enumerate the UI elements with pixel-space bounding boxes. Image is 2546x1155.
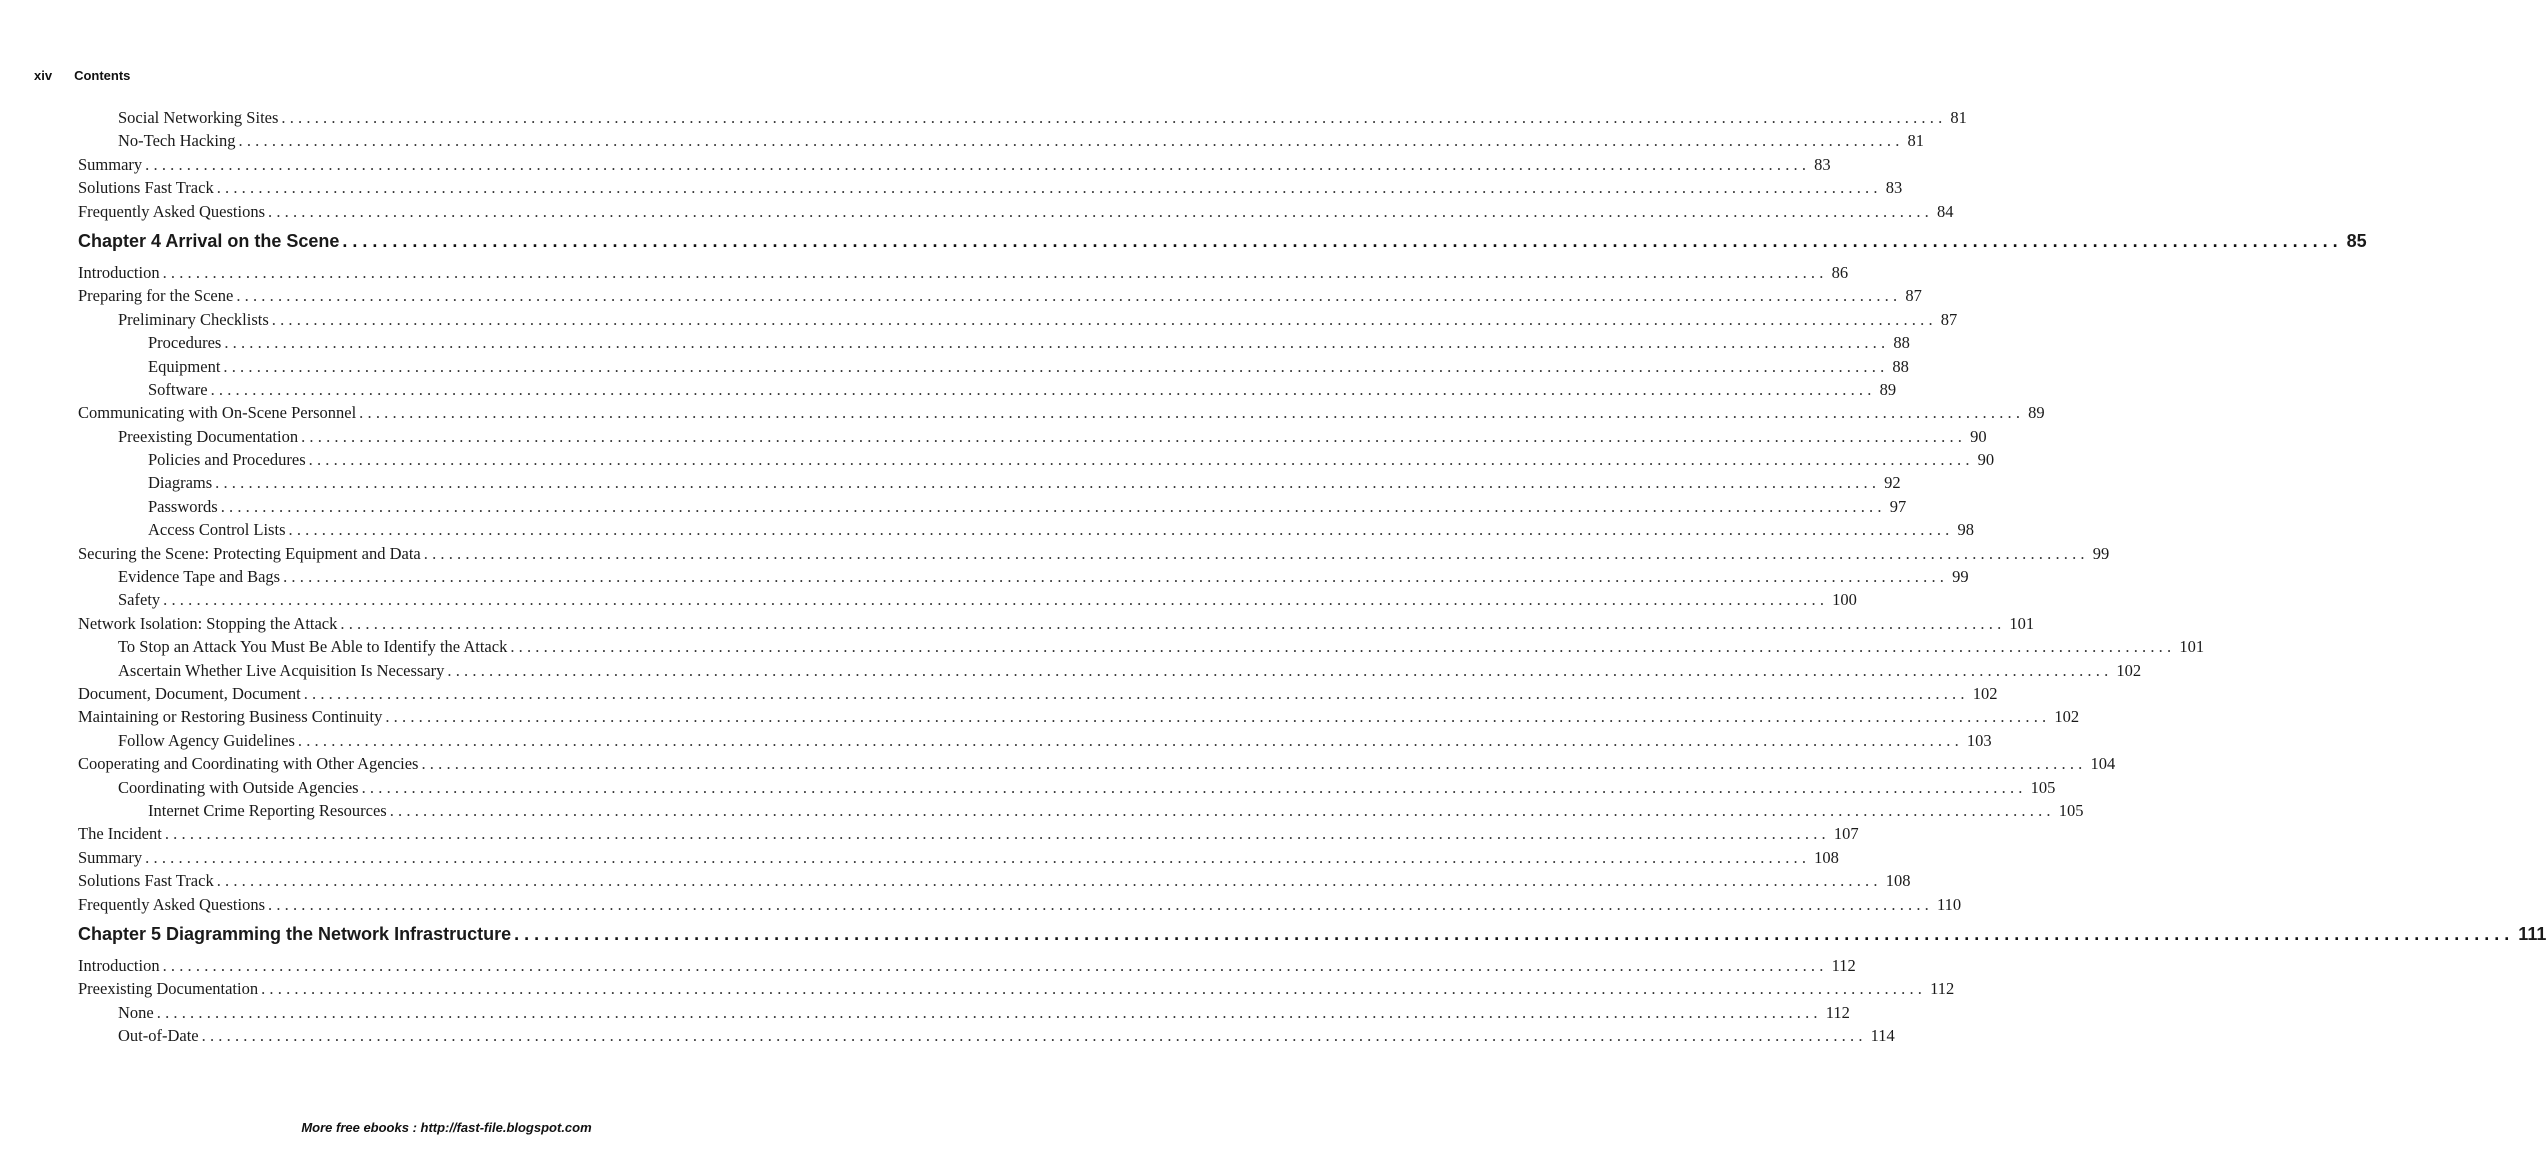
toc-entry: [78, 284, 1922, 307]
toc-entry-page: 105: [2030, 777, 2056, 797]
page-number: xiv: [34, 68, 53, 83]
toc-entry-page: 112: [1825, 1002, 1850, 1022]
toc-entry-title: Access Control Lists: [148, 520, 286, 540]
dot-leader: ........................................................................................................................................................................................................: [216, 871, 1882, 891]
toc-entry: [78, 200, 1954, 223]
toc-entry-page: 100: [1832, 590, 1857, 610]
toc-entry: [78, 776, 2056, 799]
toc-entry-page: 81: [1907, 131, 1925, 151]
dot-leader: ........................................................................................................................................................................................................: [301, 426, 1967, 446]
toc-entry-page: 107: [1833, 824, 1859, 844]
dot-leader: ........................................................................................................................................................................................................: [261, 979, 1927, 999]
toc-entry-title: Safety: [118, 590, 161, 610]
toc-entry: [78, 682, 1998, 705]
toc-entry: [78, 448, 1995, 471]
toc-entry-page: 99: [2092, 543, 2110, 563]
dot-leader: ........................................................................................................................................................................................................: [145, 847, 1811, 867]
dot-leader: ........................................................................................................................................................................................................: [423, 543, 2089, 563]
toc-entry-page: 105: [2058, 800, 2084, 820]
toc-entry-title: Introduction: [78, 955, 160, 975]
toc-entry-title: Coordinating with Outside Agencies: [118, 777, 359, 797]
toc-entry: [78, 846, 1839, 869]
dot-leader: ........................................................................................................................................................................................................: [342, 230, 2343, 251]
toc-entry-title: Summary: [78, 847, 143, 867]
toc-entry-page: 92: [1884, 473, 1901, 493]
toc-entry-page: 86: [1831, 262, 1849, 282]
dot-leader: ........................................................................................................................................................................................................: [201, 1026, 1867, 1046]
dot-leader: ........................................................................................................................................................................................................: [283, 567, 1949, 587]
dot-leader: ........................................................................................................................................................................................................: [268, 201, 1933, 221]
toc-entry-title: Chapter 4 Arrival on the Scene: [78, 230, 340, 251]
toc-entry-title: Preparing for the Scene: [78, 286, 234, 306]
toc-entry-page: 112: [1831, 955, 1856, 975]
toc-entry: [78, 752, 2116, 775]
toc-entry-page: 88: [1893, 333, 1910, 353]
toc-entry: [78, 822, 1859, 845]
toc-entry: [78, 729, 1992, 752]
toc-entry-page: 112: [1930, 979, 1955, 999]
toc-entry-page: 98: [1957, 520, 1974, 540]
toc-entry-page: 90: [1977, 450, 1995, 470]
dot-leader: ........................................................................................................................................................................................................: [145, 154, 1811, 174]
toc-entry-title: Policies and Procedures: [148, 450, 306, 470]
toc-entry-page: 90: [1970, 426, 1987, 446]
toc-entry-page: 83: [1885, 178, 1903, 198]
dot-leader: ........................................................................................................................................................................................................: [510, 637, 2176, 657]
toc-entry-title: Equipment: [148, 356, 221, 376]
toc-entry-title: Evidence Tape and Bags: [118, 567, 281, 587]
toc-entry-title: Document, Document, Document: [78, 683, 301, 703]
toc-entry: [78, 308, 1958, 331]
toc-entry: [78, 471, 1901, 494]
toc-entry-title: Procedures: [148, 333, 222, 353]
toc-entry-page: 84: [1937, 201, 1954, 221]
toc-entry-title: The Incident: [78, 824, 162, 844]
toc-entry-title: None: [118, 1002, 154, 1022]
toc-entry-title: Follow Agency Guidelines: [118, 730, 295, 750]
toc-entry-title: No-Tech Hacking: [118, 131, 236, 151]
dot-leader: ........................................................................................................................................................................................................: [162, 262, 1828, 282]
toc-entry: [78, 612, 2035, 635]
toc-entry-title: Introduction: [78, 262, 160, 282]
toc-entry-page: 83: [1814, 154, 1831, 174]
dot-leader: ........................................................................................................................................................................................................: [236, 286, 1902, 306]
toc-entry: [78, 705, 2080, 728]
dot-leader: ........................................................................................................................................................................................................: [163, 590, 1829, 610]
toc-entry: [78, 977, 1955, 1000]
toc-entry-title: Solutions Fast Track: [78, 178, 214, 198]
dot-leader: ........................................................................................................................................................................................................: [162, 955, 1828, 975]
toc-entry-title: Internet Crime Reporting Resources: [148, 800, 387, 820]
toc-entry: [78, 355, 1909, 378]
dot-leader: ........................................................................................................................................................................................................: [359, 403, 2025, 423]
dot-leader: ........................................................................................................................................................................................................: [361, 777, 2027, 797]
toc-entry: [78, 893, 1962, 916]
toc-entry: [78, 588, 1857, 611]
dot-leader: ........................................................................................................................................................................................................: [224, 333, 1890, 353]
toc-entry: [78, 129, 1925, 152]
footer-note: More free ebooks : http://fast-file.blogspot.com: [301, 1120, 592, 1135]
toc-entry: [78, 1024, 1895, 1047]
dot-leader: ........................................................................................................................................................................................................: [268, 894, 1933, 914]
toc-entry-page: 97: [1889, 496, 1907, 516]
toc-entry-title: Preexisting Documentation: [118, 426, 299, 446]
table-of-contents: [78, 106, 2546, 1047]
toc-entry: [78, 401, 2045, 424]
dot-leader: ........................................................................................................................................................................................................: [514, 923, 2515, 944]
toc-entry-title: Summary: [78, 154, 143, 174]
dot-leader: ........................................................................................................................................................................................................: [421, 754, 2087, 774]
toc-entry-title: Cooperating and Coordinating with Other Agencies: [78, 754, 419, 774]
toc-entry-page: 114: [1870, 1026, 1895, 1046]
toc-entry: [78, 106, 1967, 129]
toc-entry: [78, 378, 1897, 401]
dot-leader: ........................................................................................................................................................................................................: [303, 683, 1969, 703]
toc-entry: [78, 153, 1831, 176]
toc-entry-page: 104: [2090, 754, 2116, 774]
toc-entry-title: Maintaining or Restoring Business Continuity: [78, 707, 383, 727]
dot-leader: ........................................................................................................................................................................................................: [220, 496, 1886, 516]
dot-leader: ........................................................................................................................................................................................................: [271, 309, 1937, 329]
toc-entry-page: 99: [1952, 567, 1969, 587]
toc-entry-title: Network Isolation: Stopping the Attack: [78, 613, 338, 633]
toc-entry-page: 89: [1879, 379, 1897, 399]
toc-entry: [78, 954, 1856, 977]
toc-entry: [78, 799, 2084, 822]
toc-entry-page: 81: [1950, 108, 1967, 127]
toc-entry-page: 89: [2028, 403, 2045, 423]
toc-entry-title: Chapter 5 Diagramming the Network Infrastructure: [78, 923, 512, 944]
toc-entry-title: Diagrams: [148, 473, 213, 493]
dot-leader: ........................................................................................................................................................................................................: [156, 1002, 1822, 1022]
toc-chapter-heading: [78, 229, 2367, 253]
toc-entry-page: 87: [1940, 309, 1958, 329]
toc-entry: [78, 176, 1903, 199]
toc-chapter-heading: [78, 922, 2546, 946]
dot-leader: ........................................................................................................................................................................................................: [238, 131, 1904, 151]
toc-entry-page: 101: [2179, 637, 2205, 657]
toc-entry-title: Ascertain Whether Live Acquisition Is Necessary: [118, 660, 445, 680]
dot-leader: ........................................................................................................................................................................................................: [223, 356, 1889, 376]
toc-entry-title: Out-of-Date: [118, 1026, 199, 1046]
toc-entry: [78, 635, 2205, 658]
toc-entry-title: Social Networking Sites: [118, 108, 279, 127]
toc-entry-page: 102: [2054, 707, 2080, 727]
toc-entry: [78, 542, 2110, 565]
toc-entry-page: 102: [2116, 660, 2142, 680]
dot-leader: ........................................................................................................................................................................................................: [215, 473, 1881, 493]
toc-entry-title: To Stop an Attack You Must Be Able to Identify the Attack: [118, 637, 508, 657]
toc-entry: [78, 659, 2142, 682]
running-title: Contents: [74, 68, 131, 83]
dot-leader: ........................................................................................................................................................................................................: [164, 824, 1830, 844]
toc-entry-title: Solutions Fast Track: [78, 871, 214, 891]
toc-entry: [78, 869, 1911, 892]
dot-leader: ........................................................................................................................................................................................................: [447, 660, 2113, 680]
toc-entry-page: 111: [2518, 923, 2546, 944]
toc-entry-page: 101: [2009, 613, 2035, 633]
toc-entry: [78, 261, 1849, 284]
toc-entry-title: Communicating with On-Scene Personnel: [78, 403, 357, 423]
toc-entry-page: 108: [1885, 871, 1911, 891]
toc-entry: [78, 565, 1969, 588]
toc-entry-page: 108: [1814, 847, 1839, 867]
toc-entry: [78, 425, 1987, 448]
toc-entry-title: Passwords: [148, 496, 218, 516]
dot-leader: ........................................................................................................................................................................................................: [340, 613, 2006, 633]
toc-entry: [78, 495, 1907, 518]
dot-leader: ........................................................................................................................................................................................................: [210, 379, 1876, 399]
toc-entry: [78, 331, 1910, 354]
toc-entry-page: 102: [1972, 683, 1998, 703]
toc-entry: [78, 1001, 1850, 1024]
toc-entry-title: Preexisting Documentation: [78, 979, 259, 999]
toc-entry-title: Frequently Asked Questions: [78, 201, 265, 221]
toc-entry-title: Frequently Asked Questions: [78, 894, 265, 914]
toc-entry-title: Preliminary Checklists: [118, 309, 269, 329]
toc-entry-title: Software: [148, 379, 208, 399]
toc-entry-page: 85: [2346, 230, 2367, 251]
dot-leader: ........................................................................................................................................................................................................: [281, 108, 1947, 127]
dot-leader: ........................................................................................................................................................................................................: [308, 450, 1974, 470]
dot-leader: ........................................................................................................................................................................................................: [216, 178, 1882, 198]
dot-leader: ........................................................................................................................................................................................................: [385, 707, 2051, 727]
dot-leader: ........................................................................................................................................................................................................: [288, 520, 1954, 540]
toc-entry-page: 88: [1892, 356, 1909, 376]
dot-leader: ........................................................................................................................................................................................................: [297, 730, 1963, 750]
dot-leader: ........................................................................................................................................................................................................: [389, 800, 2055, 820]
toc-entry: [78, 518, 1974, 541]
page-header: [34, 68, 130, 83]
toc-entry-page: 110: [1937, 894, 1962, 914]
toc-entry-page: 87: [1905, 286, 1922, 306]
toc-entry-page: 103: [1966, 730, 1992, 750]
toc-entry-title: Securing the Scene: Protecting Equipment and Data: [78, 543, 421, 563]
